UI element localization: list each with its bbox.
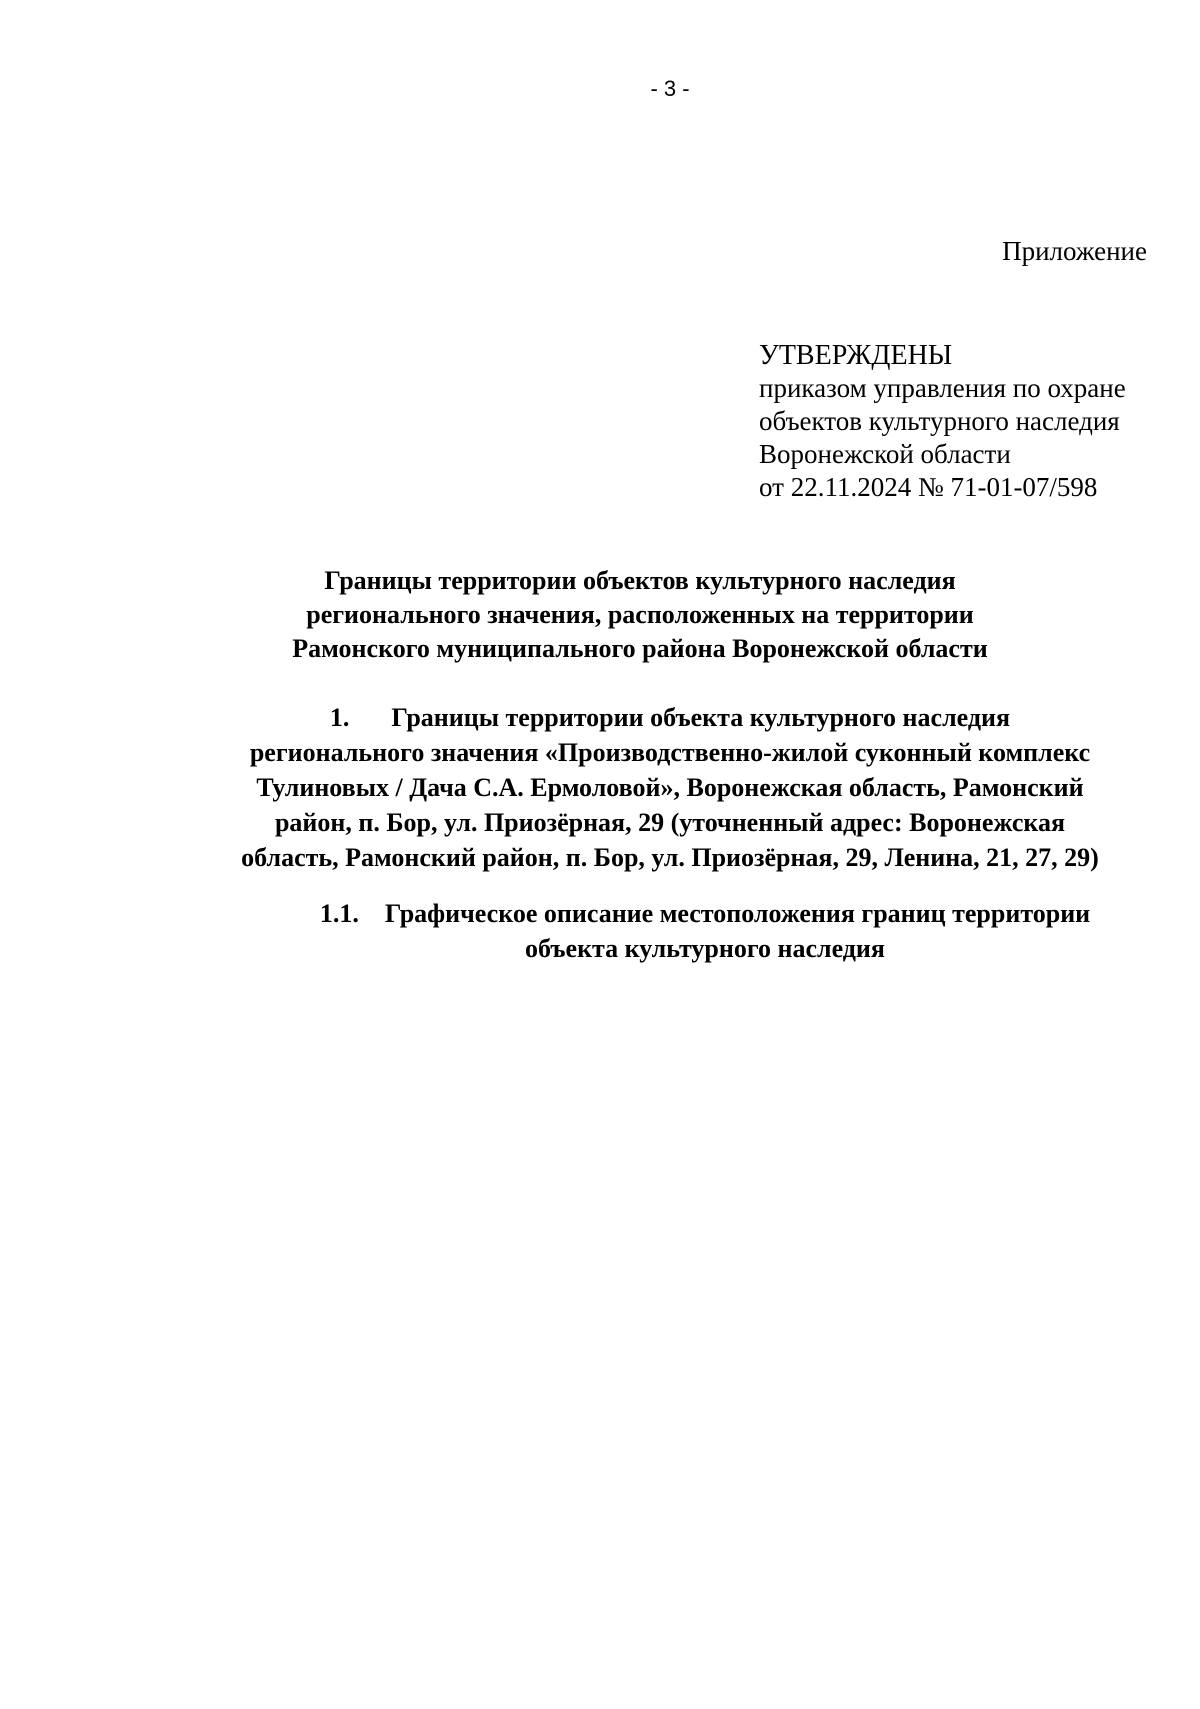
approval-block [759, 339, 1126, 504]
page-number: - 3 - [650, 76, 690, 101]
section-1-line: область, Рамонский район, п. Бор, ул. Приозёрная, 29, Ленина, 21, 27, 29) [241, 843, 1099, 872]
section-1-heading [190, 700, 1150, 875]
approval-line: приказом управления по охране [759, 373, 1126, 403]
approval-line: объектов культурного наследия [759, 406, 1120, 436]
section-1-number: 1. [329, 703, 350, 732]
section-1-line: Тулиновых / Дача С.А. Ермоловой», Воронежская область, Рамонский [256, 773, 1084, 802]
document-title-line: Рамонского муниципального района Воронежской области [292, 634, 988, 663]
section-1-1-number: 1.1. [319, 899, 359, 928]
document-title-line: регионального значения, расположенных на территории [306, 600, 974, 629]
section-1-title: Границы территории объекта культурного наследия [391, 703, 1011, 732]
section-1-1-first-line [270, 896, 1140, 931]
approval-heading: УТВЕРЖДЕНЫ [759, 340, 953, 371]
approval-line: Воронежской области [759, 439, 1011, 469]
section-1-1-heading [270, 896, 1140, 966]
section-1-first-line [190, 700, 1150, 735]
section-1-1-title: Графическое описание местоположения границ территории [384, 899, 1091, 928]
section-1-1-second-line: объекта культурного наследия [525, 934, 885, 963]
section-1-line: регионального значения «Производственно-жилой суконный комплекс [249, 738, 1091, 767]
document-title-line: Границы территории объектов культурного наследия [324, 566, 956, 595]
document-title [200, 564, 1080, 666]
approval-order-date-number: от 22.11.2024 № 71-01-07/598 [759, 472, 1098, 502]
section-1-line: район, п. Бор, ул. Приозёрная, 29 (уточненный адрес: Воронежская [274, 808, 1066, 837]
appendix-label: Приложение [1002, 236, 1147, 266]
